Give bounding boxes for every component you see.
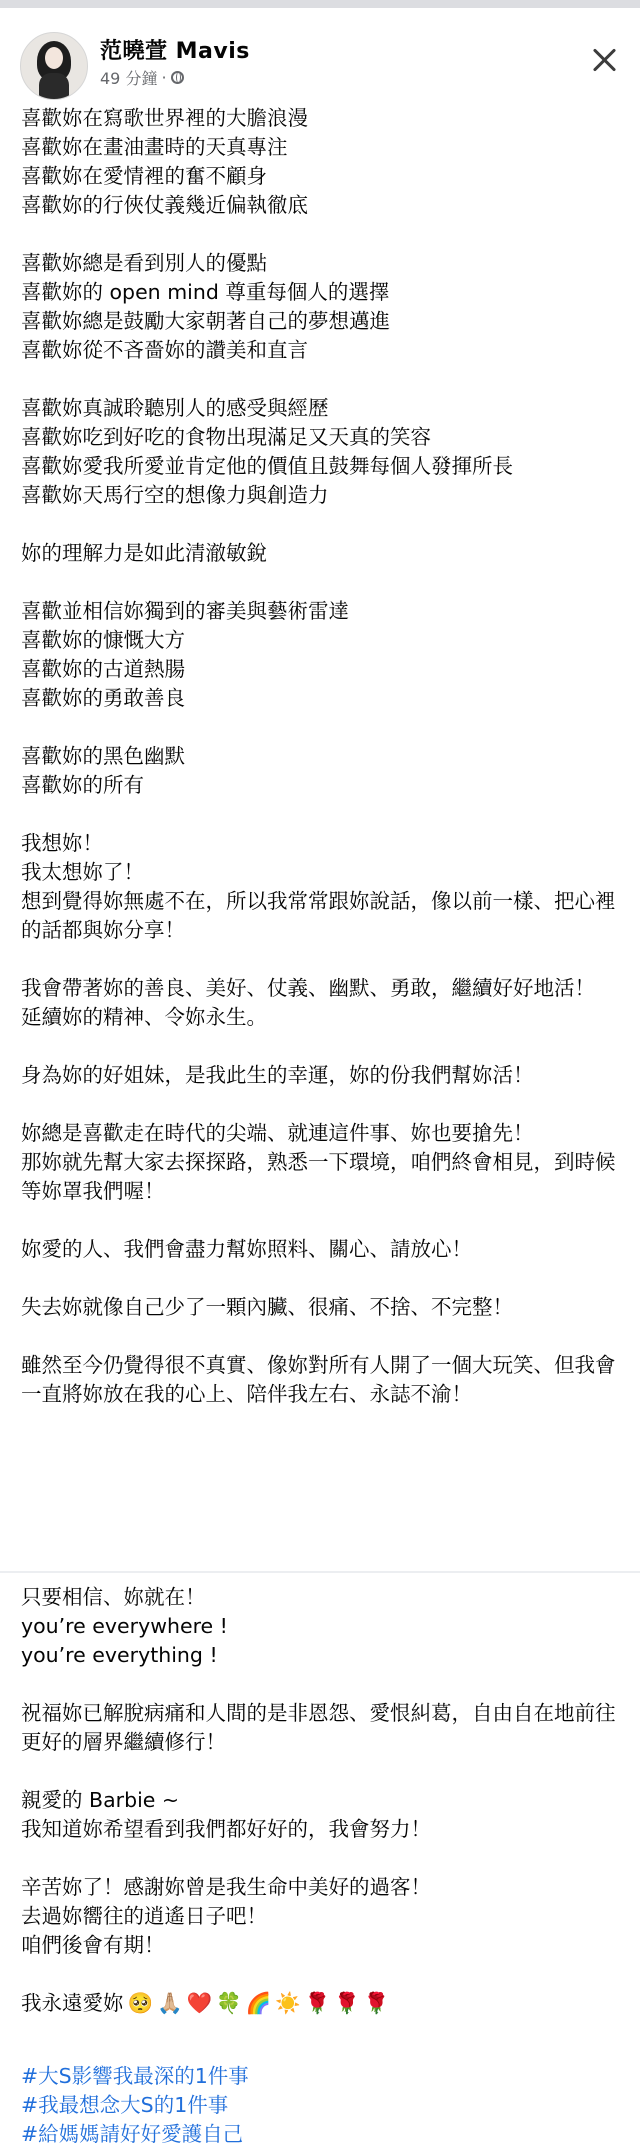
post-body-bottom xyxy=(21,1583,621,2018)
body-bottom-line: 只要相信、妳就在！ xyxy=(21,1585,206,1609)
body-top-line xyxy=(21,945,621,974)
content-divider xyxy=(0,1571,640,1573)
body-top-line: 喜歡妳的行俠仗義幾近偏執徹底 xyxy=(21,193,308,217)
body-top-line xyxy=(21,1032,621,1061)
body-top-line xyxy=(21,568,621,597)
body-top-line: 喜歡妳吃到好吃的食物出現滿足又天真的笑容 xyxy=(21,425,431,449)
body-top-line: 喜歡妳的古道熱腸 xyxy=(21,657,185,681)
hashtag-link[interactable]: #給媽媽請好好愛護自己 xyxy=(21,2122,244,2146)
emoji-icon: 🌹 xyxy=(334,1991,360,2015)
body-top-line: 喜歡妳的 open mind 尊重每個人的選擇 xyxy=(21,280,390,304)
body-top-line xyxy=(21,365,621,394)
body-top-line xyxy=(21,1264,621,1293)
body-top-line: 失去妳就像自己少了一顆內臟、很痛、不捨、不完整！ xyxy=(21,1295,513,1319)
body-top-line: 妳愛的人、我們會盡力幫妳照料、關心、請放心！ xyxy=(21,1237,472,1261)
body-top-line: 喜歡並相信妳獨到的審美與藝術雷達 xyxy=(21,599,349,623)
emoji-icon: ☀️ xyxy=(275,1991,301,2015)
top-status-strip xyxy=(0,0,640,8)
globe-icon xyxy=(171,71,184,84)
body-top-line: 我太想妳了！ xyxy=(21,860,144,884)
hashtag-list xyxy=(21,2062,621,2149)
body-bottom-line: 辛苦妳了！感謝妳曾是我生命中美好的過客！ xyxy=(21,1875,431,1899)
emoji-icon: 🥺 xyxy=(127,1991,154,2015)
post-header xyxy=(0,16,640,100)
body-top-line: 喜歡妳總是鼓勵大家朝著自己的夢想邁進 xyxy=(21,309,390,333)
post-meta xyxy=(100,66,184,89)
body-top-line: 雖然至今仍覺得很不真實、像妳對所有人開了一個大玩笑、但我會一直將妳放在我的心上、陪伴我左右、永誌不渝！ xyxy=(21,1353,616,1406)
meta-separator: · xyxy=(161,68,167,87)
avatar[interactable] xyxy=(20,32,88,100)
body-bottom-line: 親愛的 Barbie ~ xyxy=(21,1788,180,1812)
author-name[interactable]: 范曉萱 Mavis xyxy=(100,39,250,64)
body-top-line: 我想妳！ xyxy=(21,831,103,855)
body-top-line: 喜歡妳從不吝嗇妳的讚美和直言 xyxy=(21,338,308,362)
avatar-body xyxy=(39,73,69,100)
body-top-line xyxy=(21,510,621,539)
body-bottom-line: you’re everything ! xyxy=(21,1643,218,1667)
body-top-line: 妳的理解力是如此清澈敏銳 xyxy=(21,541,267,565)
body-top-line: 喜歡妳愛我所愛並肯定他的價值且鼓舞每個人發揮所長 xyxy=(21,454,513,478)
body-top-line: 喜歡妳的慷慨大方 xyxy=(21,628,185,652)
body-top-line: 延續妳的精神、令妳永生。 xyxy=(21,1005,267,1029)
body-bottom-line xyxy=(21,1960,621,1989)
body-top-line: 喜歡妳真誠聆聽別人的感受與經歷 xyxy=(21,396,329,420)
body-top-line: 身為妳的好姐妹，是我此生的幸運，妳的份我們幫妳活！ xyxy=(21,1063,534,1087)
body-bottom-line xyxy=(21,1844,621,1873)
body-top-line: 喜歡妳的黑色幽默 xyxy=(21,744,185,768)
emoji-icon: 🌹 xyxy=(304,1991,331,2015)
body-bottom-line xyxy=(21,1757,621,1786)
body-top-line: 想到覺得妳無處不在，所以我常常跟妳說話，像以前一樣、把心裡的話都與妳分享！ xyxy=(21,889,616,942)
emoji-icon: ❤️ xyxy=(186,1991,213,2015)
body-top-line: 喜歡妳的勇敢善良 xyxy=(21,686,185,710)
body-bottom-line xyxy=(21,1670,621,1699)
close-icon[interactable] xyxy=(586,42,622,78)
hashtag-link[interactable]: #大S影響我最深的1件事 xyxy=(21,2064,249,2088)
body-top-line: 我會帶著妳的善良、美好、仗義、幽默、勇敢，繼續好好地活！ xyxy=(21,976,595,1000)
body-top-line: 喜歡妳在愛情裡的奮不顧身 xyxy=(21,164,267,188)
body-top-line: 喜歡妳在寫歌世界裡的大膽浪漫 xyxy=(21,106,308,130)
body-bottom-line: 咱們後會有期！ xyxy=(21,1933,165,1957)
body-top-line xyxy=(21,1090,621,1119)
body-top-line xyxy=(21,713,621,742)
body-bottom-line: 祝福妳已解脫病痛和人間的是非恩怨、愛恨糾葛，自由自在地前往更好的層界繼續修行！ xyxy=(21,1701,616,1754)
body-top-line xyxy=(21,220,621,249)
closing-line xyxy=(21,1989,621,2018)
body-top-line: 那妳就先幫大家去探探路，熟悉一下環境，咱們終會相見，到時候等妳罩我們喔！ xyxy=(21,1150,616,1203)
emoji-icon: 🍀 xyxy=(216,1991,242,2015)
emoji-icon: 🌈 xyxy=(245,1991,272,2015)
avatar-face xyxy=(45,47,63,69)
body-top-line: 喜歡妳在畫油畫時的天真專注 xyxy=(21,135,288,159)
post-time[interactable]: 49 分鐘 xyxy=(100,69,158,88)
body-bottom-line: 去過妳嚮往的逍遙日子吧！ xyxy=(21,1904,267,1928)
body-top-line: 妳總是喜歡走在時代的尖端、就連這件事、妳也要搶先！ xyxy=(21,1121,534,1145)
body-top-line xyxy=(21,800,621,829)
body-bottom-line: you’re everywhere ! xyxy=(21,1614,228,1638)
emoji-icon: 🌹 xyxy=(363,1991,390,2015)
body-top-line xyxy=(21,1206,621,1235)
body-top-line: 喜歡妳總是看到別人的優點 xyxy=(21,251,267,275)
closing-text: 我永遠愛妳 xyxy=(21,1991,124,2015)
body-bottom-line: 我知道妳希望看到我們都好好的，我會努力！ xyxy=(21,1817,431,1841)
emoji-icon: 🙏🏼 xyxy=(157,1991,183,2015)
post-body-top xyxy=(21,104,621,1409)
body-top-line: 喜歡妳的所有 xyxy=(21,773,144,797)
body-top-line: 喜歡妳天馬行空的想像力與創造力 xyxy=(21,483,329,507)
hashtag-link[interactable]: #我最想念大S的1件事 xyxy=(21,2093,229,2117)
body-top-line xyxy=(21,1322,621,1351)
